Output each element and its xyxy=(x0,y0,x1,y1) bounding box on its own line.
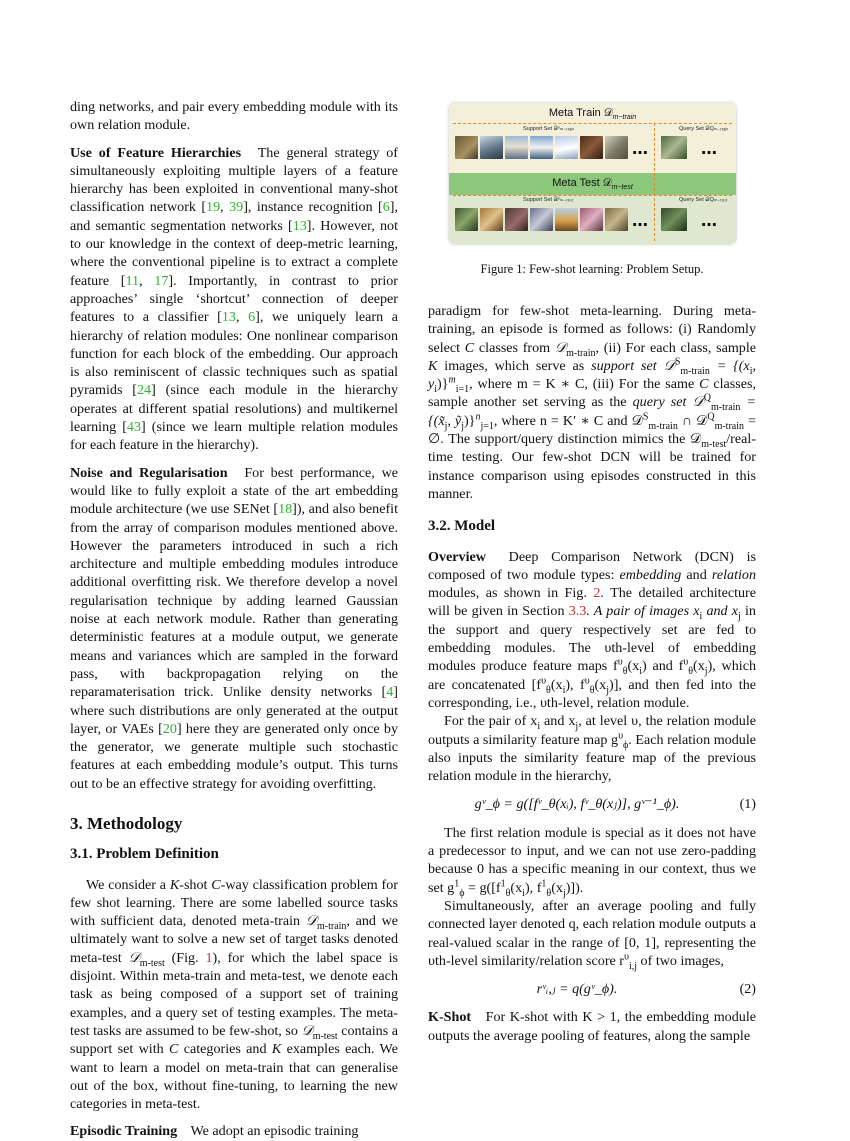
equation-2: rᵛᵢ,ⱼ = q(gᵛ_ϕ). (2) xyxy=(536,981,756,998)
image-thumbnail xyxy=(661,208,687,231)
paragraph-problem-definition: We consider a K-shot C-way classification problem for few shot learning. There are some labelled source tasks with sufficient data, denoted meta-train 𝒟$_{m-train}$, and we ultimately want to solve a new set of target tasks denoted meta-test 𝒟$_{m-test}$ (Fig. 1), for which the label space is disjoint. Within meta-train and meta-test, we denote each task as being composed of a support set of training examples, and a query set of testing examples. The meta-test tasks are assumed to be few-shot, so 𝒟$_{m-test}$ contains a support set with C categories and K examples each. We want to learn a model on meta-train that can generalise out of the box, without fine-tuning, to learning the new categories in meta-test. xyxy=(70,876,398,1113)
image-thumbnail xyxy=(555,136,578,159)
citation[interactable]: 39 xyxy=(229,199,244,216)
citation[interactable]: 13 xyxy=(221,309,236,326)
ellipsis: … xyxy=(632,139,649,158)
citation[interactable]: 6 xyxy=(382,199,390,216)
left-column xyxy=(70,98,398,1141)
image-thumbnail xyxy=(455,136,478,159)
query-set-train-label: Query Set 𝒟Qₘ₋ₜᵣₐᵢₙ xyxy=(679,126,729,132)
paragraph-noise-regularisation: Noise and Regularisation For best performance, we would like to fully exploit a state of the art embedding module architecture (we use SENet [18]), and also benefit from the array of comparison modules mentioned above. However the parameters introduced in such a rich architecture and multiple embedding modules introduce additional overfitting risk. We therefore develop a novel regularisation technique by adding learned Gaussian noise at each network module. Rather than generating deterministic features at a module output, we generate means and variances which are sampled in the forward pass, with backpropagation relying on the reparamaterisation trick. Unlike density networks [4] where such distributions are only generated at the output layer, or VAEs [20] here they are generated only once by the generator, we generate multiple such stochastic features at each embedding module’s output. This turns out to be an effective strategy for avoiding overfitting. xyxy=(70,464,398,792)
citation[interactable]: 11 xyxy=(125,272,140,289)
section-heading-methodology: 3. Methodology xyxy=(70,813,183,833)
citation[interactable]: 4 xyxy=(386,684,394,701)
subsection-heading-problem-definition: 3.1. Problem Definition xyxy=(70,846,219,863)
image-thumbnail xyxy=(530,136,553,159)
paragraph-first-relation: The first relation module is special as it does not have a predecessor to input, and we can not use zero-padding because 0 has a specific meaning in our context, thus we set $g^1_\phi = g([f^1_\theta(x_i)$, $f^1_\theta(x_j)$]). xyxy=(428,824,756,899)
meta-test-title: Meta Test 𝒟$_{m-test}$ xyxy=(552,177,633,192)
subsection-heading-model: 3.2. Model xyxy=(428,518,496,535)
figure-few-shot-setup xyxy=(449,103,736,244)
paragraph-overview: Overview Deep Comparison Network (DCN) is composed of two module types: embedding and relation modules, as shown in Fig. 2. The detailed architecture will be given in Section 3.3. A pair of images $x_i$ and $x_j$ in the support and query respectively set are fed to embedding modules. The υth-level of embedding modules produce feature maps $f^\upsilon_\theta(x_i)$ and $f^\upsilon_\theta(x_j)$, which are concatenated [$f^\upsilon_\theta(x_i)$, $f^\upsilon_\theta(x_j)$], and then fed into the corresponding, i.e., υth-level, relation module. xyxy=(428,548,756,711)
image-thumbnail xyxy=(580,136,603,159)
ellipsis: … xyxy=(701,211,718,230)
runin-heading: K-Shot xyxy=(428,1009,472,1026)
paragraph-feature-hierarchies: Use of Feature Hierarchies The general strategy of simultaneously exploiting multiple layers of a feature hierarchy has been exploited in conventional many-shot classification network [19, 39], instance recognition [6], and semantic segmentation networks [13]. However, not to our knowledge in the context of deep-metric learning, where the conventional pipeline is to extract a complete feature [11, 17]. Importantly, in contrast to prior approaches’ single ‘shortcut’ connection of deeper features to a classifier [13, 6], we uniquely learn a hierarchy of relation modules: One nonlinear comparison function for each block of the embedding. Our approach is also reminiscent of classic techniques such as spatial pyramids [24] (since each module in the hierarchy operates at different spatial resolutions) and multikernel learning [43] (since we learn multiple relation modules for each feature in the hierarchy). xyxy=(70,144,399,454)
paragraph: ding networks, and pair every embedding module with its own relation module. xyxy=(70,99,398,134)
image-thumbnail xyxy=(530,208,553,231)
citation[interactable]: 24 xyxy=(137,382,152,399)
ellipsis: … xyxy=(632,211,649,230)
section-reference[interactable]: 3.3 xyxy=(568,603,587,620)
right-column xyxy=(428,302,756,1045)
figure-caption: Figure 1: Few-shot learning: Problem Setup. xyxy=(480,262,704,276)
paragraph-episodic-continued: paradigm for few-shot meta-learning. During meta-training, an episode is formed as follows: (i) Randomly select C classes from 𝒟$_{m-train}$, (ii) For each class, sample K images, which serve as support set 𝒟$^S_{m-train}$ = {($x_i$, $y_i)\}^m_{i=1}$, where m = K ∗ C, (iii) For the same C classes, sample another set serving as the query set 𝒟$^Q_{m-train}$ = {($x̃_j$, ỹ$_j$)}$^n_{j=1}$, where n = K′ ∗ C and 𝒟$^S_{m-train}$ ∩ 𝒟$^Q_{m-train}$ = ∅. The support/query distinction mimics the 𝒟$_{m-test}$/real-time testing. Our few-shot DCN will be trained for instance comparison using episodes constructed in this manner. xyxy=(428,303,757,502)
image-thumbnail xyxy=(480,136,503,159)
runin-heading: Use of Feature Hierarchies xyxy=(70,144,242,161)
citation[interactable]: 43 xyxy=(126,419,142,436)
equation-1: gᵛ_ϕ = g([fᵛ_θ(xᵢ), fᵛ_θ(xⱼ)], gᵛ⁻¹_ϕ). (1) xyxy=(474,796,756,813)
runin-heading: Noise and Regularisation xyxy=(70,464,228,481)
citation[interactable]: 17 xyxy=(154,272,169,289)
image-thumbnail xyxy=(661,136,687,159)
citation[interactable]: 20 xyxy=(162,720,177,737)
ellipsis: … xyxy=(701,139,718,158)
image-thumbnail xyxy=(605,208,628,231)
paragraph-simultaneously: Simultaneously, after an average pooling and fully connected layer denoted q, each relation module outputs a real-valued scalar in the range of [0, 1], representing the υth-level similarity/relation score $r^\upsilon_{i,j}$ of two images, xyxy=(428,897,756,972)
paragraph-pair: For the pair of $x_i$ and $x_j$, at level υ, the relation module outputs a similarity feature map $g^\upsilon_\phi$. Each relation module also inputs the similarity feature map of the previous relation module in the hierarchy, xyxy=(428,713,757,785)
citation[interactable]: 6 xyxy=(248,309,256,326)
meta-train-title: Meta Train 𝒟$_{m-train}$ xyxy=(548,107,637,122)
figure-reference[interactable]: 2 xyxy=(593,585,601,602)
runin-heading: Episodic Training xyxy=(70,1123,178,1140)
image-thumbnail xyxy=(605,136,628,159)
image-thumbnail xyxy=(555,208,578,231)
paragraph-k-shot: K-Shot For K-shot with K > 1, the embedding module outputs the average pooling of features, along the sample xyxy=(428,1009,756,1044)
citation[interactable]: 18 xyxy=(278,501,293,518)
query-set-test-label: Query Set 𝒟Qₘ₋ₜₑₛₜ xyxy=(679,197,728,203)
support-set-test-label: Support Set 𝒟ˢₘ₋ₜₑₛₜ xyxy=(523,197,574,203)
image-thumbnail xyxy=(455,208,478,231)
support-set-train-label: Support Set 𝒟ˢₘ₋ₜᵣₐᵢₙ xyxy=(523,126,575,132)
citation[interactable]: 19 xyxy=(206,199,221,216)
image-thumbnail xyxy=(505,208,528,231)
image-thumbnail xyxy=(480,208,503,231)
image-thumbnail xyxy=(505,136,528,159)
image-thumbnail xyxy=(580,208,603,231)
citation[interactable]: 13 xyxy=(292,217,307,234)
runin-heading: Overview xyxy=(428,548,486,565)
figure-reference[interactable]: 1 xyxy=(205,949,213,966)
paragraph-episodic-training: Episodic Training We adopt an episodic training xyxy=(70,1123,359,1140)
